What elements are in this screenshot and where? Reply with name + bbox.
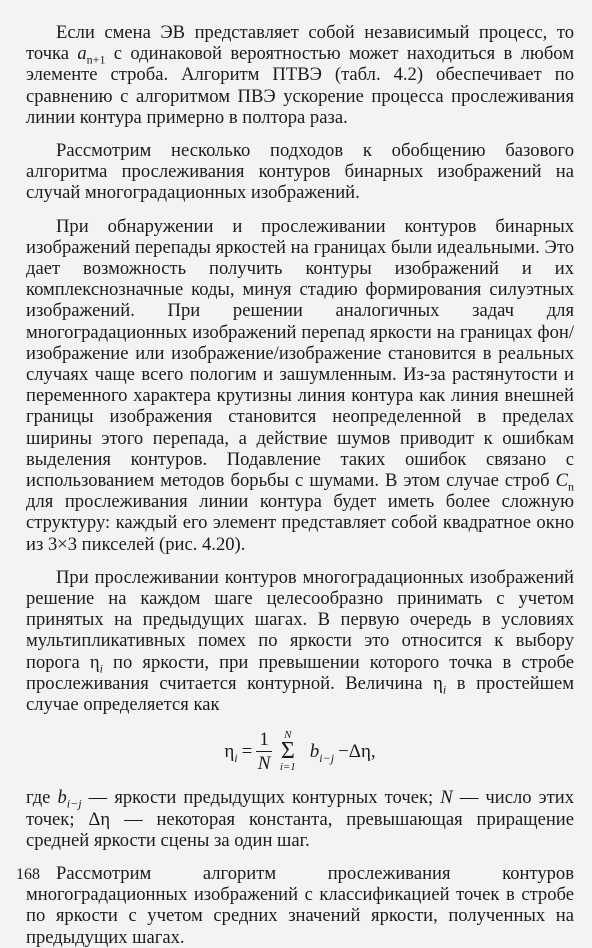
paragraph-after-formula: где $b_{i-j}$ — яркости предыдущих контурных точек; N — число этих точек; Δη — некоторая константа, превышающая приращение средней яркости сцены за один шаг. xyxy=(26,787,574,851)
paragraph-4 xyxy=(26,567,574,715)
text-run: Если смена ЭВ представляет собой независимый процесс, то точка xyxy=(26,22,574,65)
math-eta: η xyxy=(89,651,100,673)
text-run: При обнаружении и прослеживании контуров бинарных изображений перепады яркостей на границах были идеальными. Это дает возможность получить контуры изображений и их комплекснозначные коды, минуя стадию формирования силуэтных изображений. При решении аналогичных задач для многоградационных изображений перепад яркости на границах фон/изображение или изображение/изображение становится в реальных случаях чаще всего пологим и зашумленным. Из-за растянутости и переменного характера крутизны линия контура как линия внешней границы изображения становится неопределенной в пределах ширины этого перепада, а действие шумов приводит к ошибкам выделения контуров. Подавление таких ошибок связано с использованием методов борьбы с шумами. В этом случае строб xyxy=(26,215,574,492)
math-var: a xyxy=(77,43,87,65)
text-run: по яркости, при превышении которого точка в стробе прослеживания считается контурной. Величина xyxy=(26,651,575,694)
formula-lhs: $\eta_i$ xyxy=(224,740,238,765)
formula-sum: N Σ i=1 xyxy=(279,728,296,774)
paragraph-3 xyxy=(26,216,574,555)
text-run: При прослеживании контуров многоградационных изображений решение на каждом шаге целесообразно принимать с учетом принятых на предыдущих шагах. В первую очередь в условиях мультипликативных помех по яркости это относится к выбору порога xyxy=(26,566,574,673)
paragraph-2: Рассмотрим несколько подходов к обобщению базового алгоритма прослеживания контуров бинарных изображений на случай многоградационных изображений. xyxy=(26,140,574,204)
paragraph-1 xyxy=(26,22,574,128)
text-run: в простейшем случае определяется как xyxy=(26,672,574,716)
formula-fraction: $\frac{1}{N}$ xyxy=(257,728,271,774)
math-var: C xyxy=(555,470,568,492)
formula-equals: = xyxy=(241,740,253,762)
formula-rest: −Δη, xyxy=(338,740,376,762)
math-subscript: n xyxy=(568,479,574,494)
math-subscript: i xyxy=(99,661,103,676)
paragraph-5: Рассмотрим алгоритм прослеживания контуров многоградационных изображений с классификацией точек в стробе по яркости с учетом средних значений яркости, полученных на предыдущих шагах. xyxy=(26,862,574,948)
math-eta: η xyxy=(433,672,443,694)
text-run: для прослеживания линии контура будет иметь более сложную структуру: каждый его элемент представляет собой квадратное окно из 3×3 пикселей (рис. 4.20). xyxy=(26,491,574,555)
page-number: 168 xyxy=(16,866,40,883)
formula-term: $b_{i-j}$ xyxy=(309,740,335,765)
math-subscript: n+1 xyxy=(86,52,106,67)
text-run: с одинаковой вероятностью может находиться в любом элементе строба. Алгоритм ПТВЭ (табл. 4.2) обеспечивает по сравнению с алгоритмом ПВЭ ускорение процесса прослеживания линии контура примерно в полтора раза. xyxy=(26,43,574,128)
formula xyxy=(26,715,574,787)
math-subscript: i xyxy=(442,682,447,697)
body-text xyxy=(26,22,574,948)
